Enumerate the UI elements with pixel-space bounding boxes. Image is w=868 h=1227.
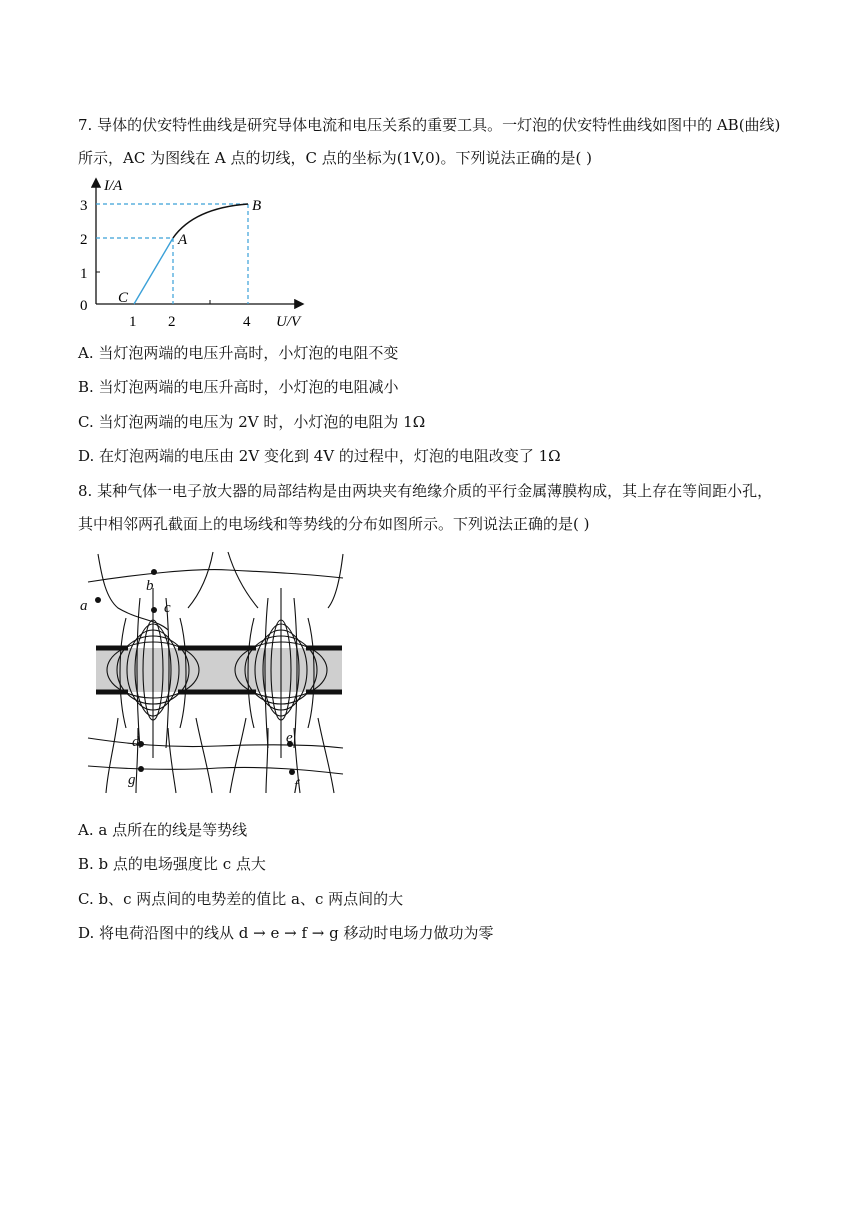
label-c: c [164, 600, 171, 616]
q8-stem-line-1: 8. 某种气体一电子放大器的局部结构是由两块夹有绝缘介质的平行金属薄膜构成，其上存在等间距小孔， [78, 482, 773, 500]
point-a [95, 597, 101, 603]
tangent-ac [134, 238, 173, 304]
point-c [151, 607, 157, 613]
y-axis-label: I/A [104, 178, 123, 194]
point-c-label: C [118, 290, 129, 306]
q7-iv-graph [74, 172, 324, 332]
point-b-label: B [252, 198, 262, 214]
q8-field-figure [78, 548, 350, 796]
q8-option-a: A. a 点所在的线是等势线 [78, 821, 248, 839]
q8-option-b: B. b 点的电场强度比 c 点大 [78, 855, 266, 873]
q7-option-c: C. 当灯泡两端的电压为 2V 时，小灯泡的电阻为 1Ω [78, 413, 426, 431]
label-b: b [146, 578, 154, 594]
q7-stem-line-1: 7. 导体的伏安特性曲线是研究导体电流和电压关系的重要工具。一灯泡的伏安特性曲线如图中的 AB(曲线) [78, 116, 781, 134]
point-f [289, 769, 295, 775]
q8-option-d: D. 将电荷沿图中的线从 d → e → f → g 移动时电场力做功为零 [78, 924, 494, 942]
x-tick-2: 2 [168, 314, 176, 330]
label-a: a [80, 598, 88, 614]
label-g: g [128, 772, 136, 788]
point-g [138, 766, 144, 772]
label-f: f [294, 778, 299, 794]
q8-stem-line-2: 其中相邻两孔截面上的电场线和等势线的分布如图所示。下列说法正确的是( ) [78, 515, 590, 533]
point-a-label: A [178, 232, 188, 248]
label-d: d [132, 734, 140, 750]
q7-stem-line-2: 所示，AC 为图线在 A 点的切线，C 点的坐标为(1V,0)。下列说法正确的是( ) [78, 149, 592, 167]
q8-option-c: C. b、c 两点间的电势差的值比 a、c 两点间的大 [78, 890, 404, 908]
y-tick-2: 2 [80, 232, 88, 248]
y-tick-3: 3 [80, 198, 88, 214]
q7-option-b: B. 当灯泡两端的电压升高时，小灯泡的电阻减小 [78, 378, 399, 396]
x-tick-4: 4 [243, 314, 251, 330]
q7-option-d: D. 在灯泡两端的电压由 2V 变化到 4V 的过程中，灯泡的电阻改变了 1Ω [78, 447, 561, 465]
y-tick-0: 0 [80, 298, 88, 314]
label-e: e [286, 730, 293, 746]
point-b [151, 569, 157, 575]
x-axis-label: U/V [276, 314, 301, 330]
x-tick-1: 1 [129, 314, 137, 330]
y-tick-1: 1 [80, 266, 88, 282]
q7-option-a: A. 当灯泡两端的电压升高时，小灯泡的电阻不变 [78, 344, 399, 362]
